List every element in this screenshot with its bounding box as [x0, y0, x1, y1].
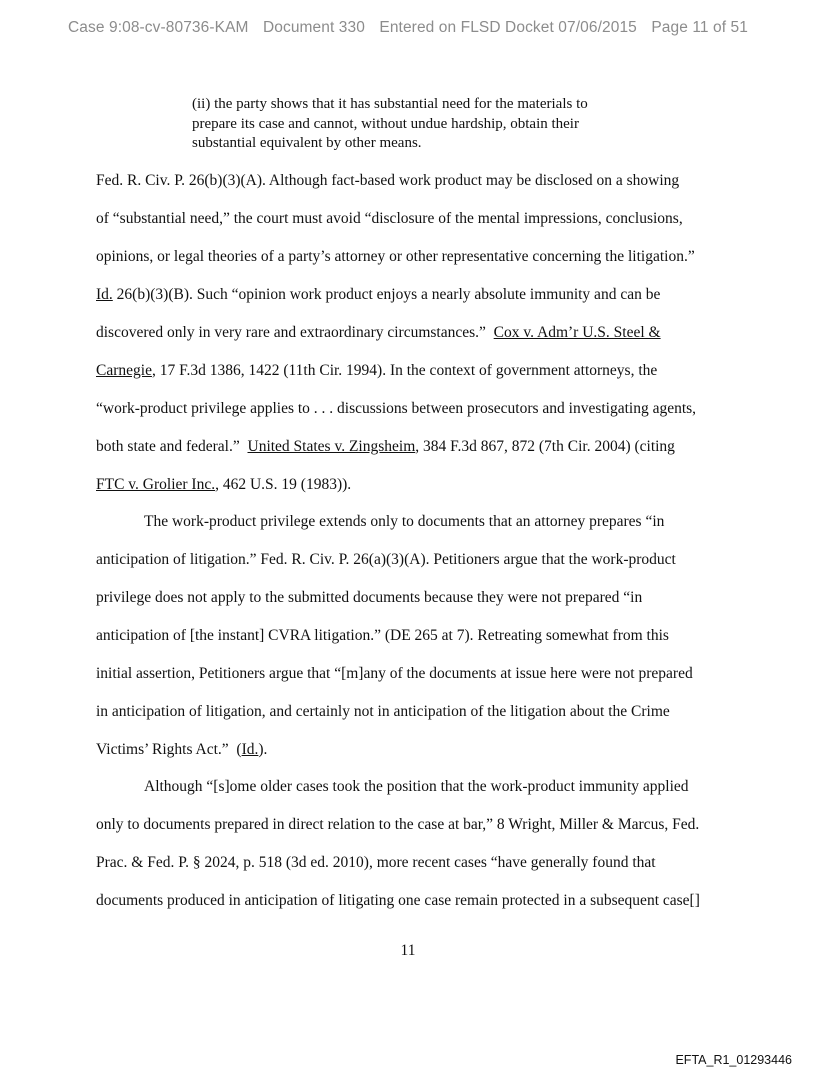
text-line: The work-product privilege extends only to documents that an attorney prepares “in — [144, 513, 665, 530]
text-line: documents produced in anticipation of litigating one case remain protected in a subsequent case[] — [96, 892, 700, 909]
text-line: in anticipation of litigation, and certainly not in anticipation of the litigation about the Crime — [96, 703, 670, 720]
block-quote-line: (ii) the party shows that it has substantial need for the materials to — [192, 96, 588, 112]
text-span: discovered only in very rare and extraordinary circumstances.” — [96, 324, 494, 341]
docket-entry: Entered on FLSD Docket 07/06/2015 — [379, 19, 637, 36]
text-span: , 17 F.3d 1386, 1422 (11th Cir. 1994). In the context of government attorneys, the — [151, 362, 658, 379]
block-quote — [192, 95, 632, 154]
text-line: anticipation of litigation.” Fed. R. Civ. P. 26(a)(3)(A). Petitioners argue that the work-product — [96, 551, 676, 568]
page-indicator: Page 11 of 51 — [651, 19, 748, 36]
text-span: both state and federal.” — [96, 438, 248, 455]
text-line — [96, 476, 351, 494]
citation-zingsheim: United States v. Zingsheim — [247, 438, 416, 455]
text-line: of “substantial need,” the court must avoid “disclosure of the mental impressions, conclusions, — [96, 210, 683, 227]
text-line: privilege does not apply to the submitted documents because they were not prepared “in — [96, 589, 643, 606]
block-quote-line: prepare its case and cannot, without undue hardship, obtain their — [192, 115, 579, 132]
text-line: Prac. & Fed. P. § 2024, p. 518 (3d ed. 2010), more recent cases “have generally found that — [96, 854, 656, 871]
citation-cox: Cox v. Adm’r U.S. Steel & — [493, 324, 661, 341]
citation-id: Id. — [96, 286, 113, 303]
text-line: Fed. R. Civ. P. 26(b)(3)(A). Although fact-based work product may be disclosed on a showing — [96, 172, 680, 189]
case-number: Case 9:08-cv-80736-KAM — [67, 19, 249, 36]
text-span: 26(b)(3)(B). Such “opinion work product enjoys a nearly absolute immunity and can be — [112, 286, 661, 303]
citation-grolier: FTC v. Grolier Inc. — [96, 476, 216, 493]
text-line: opinions, or legal theories of a party’s attorney or other representative concerning the litigation.” — [96, 248, 695, 265]
text-line: anticipation of [the instant] CVRA litigation.” (DE 265 at 7). Retreating somewhat from this — [96, 627, 669, 644]
page-number: 11 — [400, 942, 416, 959]
text-line — [96, 438, 675, 456]
text-line — [96, 741, 267, 759]
text-span: , 384 F.3d 867, 872 (7th Cir. 2004) (citing — [415, 438, 675, 455]
document-number: Document 330 — [262, 19, 365, 36]
block-quote-line: substantial equivalent by other means. — [192, 135, 422, 151]
text-span: ). — [258, 741, 268, 758]
text-line — [96, 324, 661, 342]
text-span: Victims’ Rights Act.” ( — [96, 741, 242, 758]
text-line — [96, 286, 660, 304]
docket-header — [0, 19, 816, 37]
citation-id: Id. — [241, 741, 259, 758]
text-line: “work-product privilege applies to . . . discussions between prosecutors and investigating agents, — [96, 400, 697, 417]
bates-number: EFTA_R1_01293446 — [675, 1053, 792, 1067]
citation-carnegie: Carnegie — [96, 362, 152, 379]
text-line: Although “[s]ome older cases took the position that the work-product immunity applied — [144, 778, 689, 795]
text-line — [96, 362, 657, 380]
text-line: only to documents prepared in direct relation to the case at bar,” 8 Wright, Miller & Marcus, Fed. — [96, 816, 700, 833]
text-span: , 462 U.S. 19 (1983)). — [215, 476, 352, 493]
text-line: initial assertion, Petitioners argue that “[m]any of the documents at issue here were not prepared — [96, 665, 693, 682]
